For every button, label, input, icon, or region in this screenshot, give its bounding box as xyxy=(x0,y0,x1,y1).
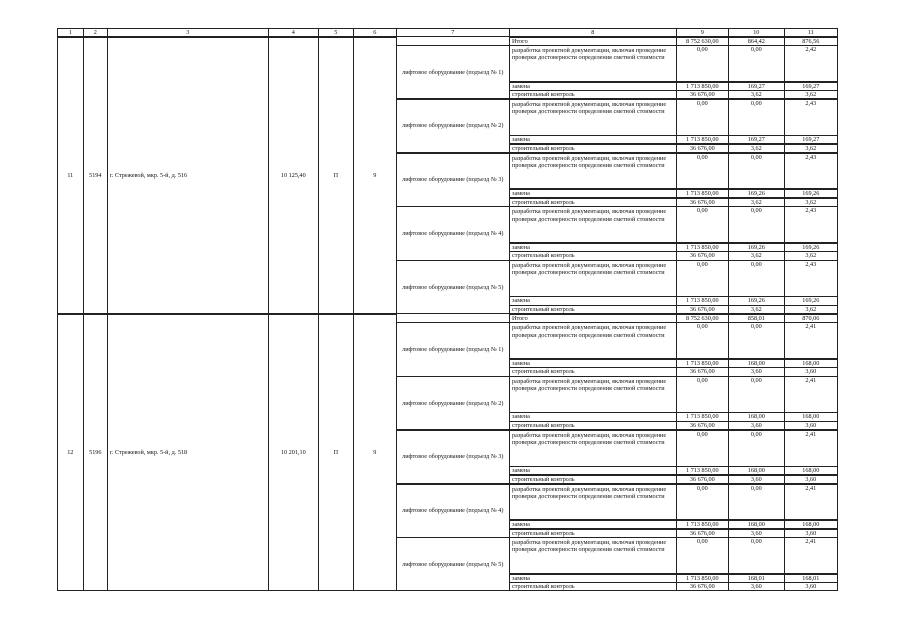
equipment-name: лифтовое оборудование (подъезд № 2) xyxy=(396,376,510,430)
work-col10: 168,00 xyxy=(728,466,785,475)
work-cost: 1 713 850,00 xyxy=(676,574,729,583)
work-col10: 0,00 xyxy=(728,153,785,190)
work-col10: 169,26 xyxy=(728,243,785,252)
total-col11: 870,06 xyxy=(784,314,838,323)
equipment-name: лифтовое оборудование (подъезд № 5) xyxy=(396,537,510,591)
work-col11: 2,41 xyxy=(784,376,838,413)
total-col10: 864,42 xyxy=(728,37,785,46)
work-type-label: разработка проектной документации, включая проведение проверки достоверности определения сметной стоимости xyxy=(509,430,677,467)
work-col11: 2,43 xyxy=(784,153,838,190)
equipment-name: лифтовое оборудование (подъезд № 5) xyxy=(396,260,510,314)
work-col10: 168,00 xyxy=(728,412,785,421)
work-cost: 36 676,00 xyxy=(676,582,729,591)
work-col11: 2,43 xyxy=(784,206,838,243)
work-cost: 36 676,00 xyxy=(676,305,729,314)
group-row-number: 11 xyxy=(57,37,84,315)
work-cost: 36 676,00 xyxy=(676,251,729,260)
work-cost: 0,00 xyxy=(676,206,729,243)
work-col11: 2,41 xyxy=(784,537,838,574)
column-header-3: 3 xyxy=(107,28,269,38)
work-cost: 36 676,00 xyxy=(676,198,729,207)
work-col10: 3,60 xyxy=(728,475,785,484)
equipment-name: лифтовое оборудование (подъезд № 2) xyxy=(396,99,510,153)
work-col10: 0,00 xyxy=(728,45,785,82)
total-label: Итого xyxy=(509,314,677,323)
work-col11: 3,62 xyxy=(784,90,838,99)
work-type-label: строительный контроль xyxy=(509,251,677,260)
total-label: Итого xyxy=(509,37,677,46)
work-col11: 3,60 xyxy=(784,582,838,591)
total-cost: 8 752 630,00 xyxy=(676,37,729,46)
work-col11: 169,27 xyxy=(784,135,838,144)
work-col11: 168,01 xyxy=(784,574,838,583)
work-col10: 169,26 xyxy=(728,296,785,305)
work-col11: 3,62 xyxy=(784,144,838,153)
work-cost: 0,00 xyxy=(676,537,729,574)
work-col10: 168,00 xyxy=(728,359,785,368)
work-col11: 2,43 xyxy=(784,99,838,136)
work-type-label: разработка проектной документации, включая проведение проверки достоверности определения сметной стоимости xyxy=(509,537,677,574)
work-col10: 169,27 xyxy=(728,82,785,91)
work-col11: 169,27 xyxy=(784,82,838,91)
work-col10: 3,60 xyxy=(728,582,785,591)
work-type-label: строительный контроль xyxy=(509,305,677,314)
column-header-7: 7 xyxy=(396,28,510,38)
work-col11: 3,62 xyxy=(784,198,838,207)
work-col11: 169,26 xyxy=(784,296,838,305)
work-type-label: разработка проектной документации, включая проведение проверки достоверности определения сметной стоимости xyxy=(509,260,677,297)
work-col10: 3,62 xyxy=(728,90,785,99)
work-type-label: разработка проектной документации, включая проведение проверки достоверности определения сметной стоимости xyxy=(509,45,677,82)
work-type-label: разработка проектной документации, включая проведение проверки достоверности определения сметной стоимости xyxy=(509,484,677,521)
work-col11: 2,41 xyxy=(784,484,838,521)
column-header-10: 10 xyxy=(728,28,785,38)
equipment-name: лифтовое оборудование (подъезд № 1) xyxy=(396,45,510,99)
work-col10: 3,60 xyxy=(728,367,785,376)
work-type-label: разработка проектной документации, включая проведение проверки достоверности определения сметной стоимости xyxy=(509,153,677,190)
work-type-label: замена xyxy=(509,135,677,144)
work-type-label: замена xyxy=(509,189,677,198)
work-type-label: разработка проектной документации, включая проведение проверки достоверности определения сметной стоимости xyxy=(509,206,677,243)
group-area: 10 125,40 xyxy=(268,37,319,315)
column-header-11: 11 xyxy=(784,28,838,38)
work-col11: 3,62 xyxy=(784,251,838,260)
work-type-label: замена xyxy=(509,82,677,91)
group-code: 5196 xyxy=(83,314,108,592)
work-cost: 0,00 xyxy=(676,99,729,136)
work-cost: 0,00 xyxy=(676,260,729,297)
total-col11: 876,56 xyxy=(784,37,838,46)
column-header-1: 1 xyxy=(57,28,84,38)
work-cost: 0,00 xyxy=(676,45,729,82)
equipment-name: лифтовое оборудование (подъезд № 1) xyxy=(396,322,510,376)
work-col10: 0,00 xyxy=(728,322,785,359)
total-col10: 858,01 xyxy=(728,314,785,323)
work-col10: 169,26 xyxy=(728,189,785,198)
work-col10: 0,00 xyxy=(728,537,785,574)
column-header-9: 9 xyxy=(676,28,729,38)
equipment-name: лифтовое оборудование (подъезд № 4) xyxy=(396,484,510,538)
work-col10: 3,62 xyxy=(728,198,785,207)
work-cost: 36 676,00 xyxy=(676,475,729,484)
work-col11: 169,26 xyxy=(784,189,838,198)
group-col5: П xyxy=(318,314,354,592)
group-address: г. Стрежевой, мкр. 5-й, д. 516 xyxy=(107,37,269,315)
group-row-number: 12 xyxy=(57,314,84,592)
work-cost: 1 713 850,00 xyxy=(676,189,729,198)
work-cost: 0,00 xyxy=(676,430,729,467)
equipment-name: лифтовое оборудование (подъезд № 4) xyxy=(396,206,510,260)
work-cost: 36 676,00 xyxy=(676,144,729,153)
work-type-label: замена xyxy=(509,296,677,305)
work-type-label: разработка проектной документации, включая проведение проверки достоверности определения сметной стоимости xyxy=(509,99,677,136)
work-col11: 2,41 xyxy=(784,322,838,359)
work-col10: 0,00 xyxy=(728,206,785,243)
work-col10: 0,00 xyxy=(728,99,785,136)
group-col5: П xyxy=(318,37,354,315)
work-type-label: строительный контроль xyxy=(509,198,677,207)
work-type-label: строительный контроль xyxy=(509,90,677,99)
work-cost: 0,00 xyxy=(676,322,729,359)
total-cost: 8 752 630,00 xyxy=(676,314,729,323)
column-header-2: 2 xyxy=(83,28,108,38)
work-col11: 2,41 xyxy=(784,430,838,467)
column-header-8: 8 xyxy=(509,28,677,38)
work-cost: 36 676,00 xyxy=(676,529,729,538)
work-col10: 3,60 xyxy=(728,421,785,430)
work-col11: 2,42 xyxy=(784,45,838,82)
work-col10: 0,00 xyxy=(728,430,785,467)
work-col11: 2,43 xyxy=(784,260,838,297)
work-col11: 169,26 xyxy=(784,243,838,252)
work-type-label: замена xyxy=(509,520,677,529)
work-col10: 169,27 xyxy=(728,135,785,144)
group-col6: 9 xyxy=(353,314,397,592)
work-cost: 1 713 850,00 xyxy=(676,520,729,529)
work-col10: 0,00 xyxy=(728,376,785,413)
work-col11: 3,60 xyxy=(784,421,838,430)
work-col11: 3,60 xyxy=(784,529,838,538)
work-col10: 3,62 xyxy=(728,305,785,314)
group-code: 5194 xyxy=(83,37,108,315)
work-cost: 0,00 xyxy=(676,484,729,521)
equipment-name: лифтовое оборудование (подъезд № 3) xyxy=(396,430,510,484)
work-type-label: замена xyxy=(509,359,677,368)
work-type-label: строительный контроль xyxy=(509,582,677,591)
work-cost: 36 676,00 xyxy=(676,421,729,430)
work-col10: 168,01 xyxy=(728,574,785,583)
work-type-label: строительный контроль xyxy=(509,144,677,153)
group-col6: 9 xyxy=(353,37,397,315)
work-cost: 1 713 850,00 xyxy=(676,135,729,144)
work-col10: 3,60 xyxy=(728,529,785,538)
work-col11: 168,00 xyxy=(784,466,838,475)
column-header-4: 4 xyxy=(268,28,319,38)
work-col11: 3,60 xyxy=(784,475,838,484)
group-area: 10 201,10 xyxy=(268,314,319,592)
work-type-label: строительный контроль xyxy=(509,529,677,538)
work-col11: 168,00 xyxy=(784,520,838,529)
equipment-name: лифтовое оборудование (подъезд № 3) xyxy=(396,153,510,207)
work-type-label: замена xyxy=(509,243,677,252)
work-type-label: строительный контроль xyxy=(509,367,677,376)
work-col10: 3,62 xyxy=(728,251,785,260)
work-cost: 1 713 850,00 xyxy=(676,243,729,252)
work-col11: 168,00 xyxy=(784,359,838,368)
work-cost: 36 676,00 xyxy=(676,367,729,376)
work-cost: 1 713 850,00 xyxy=(676,466,729,475)
work-col11: 3,62 xyxy=(784,305,838,314)
work-cost: 1 713 850,00 xyxy=(676,82,729,91)
work-col11: 168,00 xyxy=(784,412,838,421)
work-cost: 0,00 xyxy=(676,153,729,190)
work-type-label: разработка проектной документации, включая проведение проверки достоверности определения сметной стоимости xyxy=(509,322,677,359)
work-cost: 36 676,00 xyxy=(676,90,729,99)
work-type-label: замена xyxy=(509,574,677,583)
work-type-label: строительный контроль xyxy=(509,421,677,430)
work-col10: 3,62 xyxy=(728,144,785,153)
work-type-label: замена xyxy=(509,466,677,475)
work-cost: 1 713 850,00 xyxy=(676,359,729,368)
work-col10: 0,00 xyxy=(728,484,785,521)
group-address: г. Стрежевой, мкр. 5-й, д. 518 xyxy=(107,314,269,592)
work-col10: 0,00 xyxy=(728,260,785,297)
work-type-label: разработка проектной документации, включая проведение проверки достоверности определения сметной стоимости xyxy=(509,376,677,413)
work-type-label: замена xyxy=(509,412,677,421)
work-cost: 1 713 850,00 xyxy=(676,296,729,305)
work-cost: 0,00 xyxy=(676,376,729,413)
work-cost: 1 713 850,00 xyxy=(676,412,729,421)
column-header-6: 6 xyxy=(353,28,397,38)
work-col10: 168,00 xyxy=(728,520,785,529)
work-col11: 3,60 xyxy=(784,367,838,376)
work-type-label: строительный контроль xyxy=(509,475,677,484)
column-header-5: 5 xyxy=(318,28,354,38)
